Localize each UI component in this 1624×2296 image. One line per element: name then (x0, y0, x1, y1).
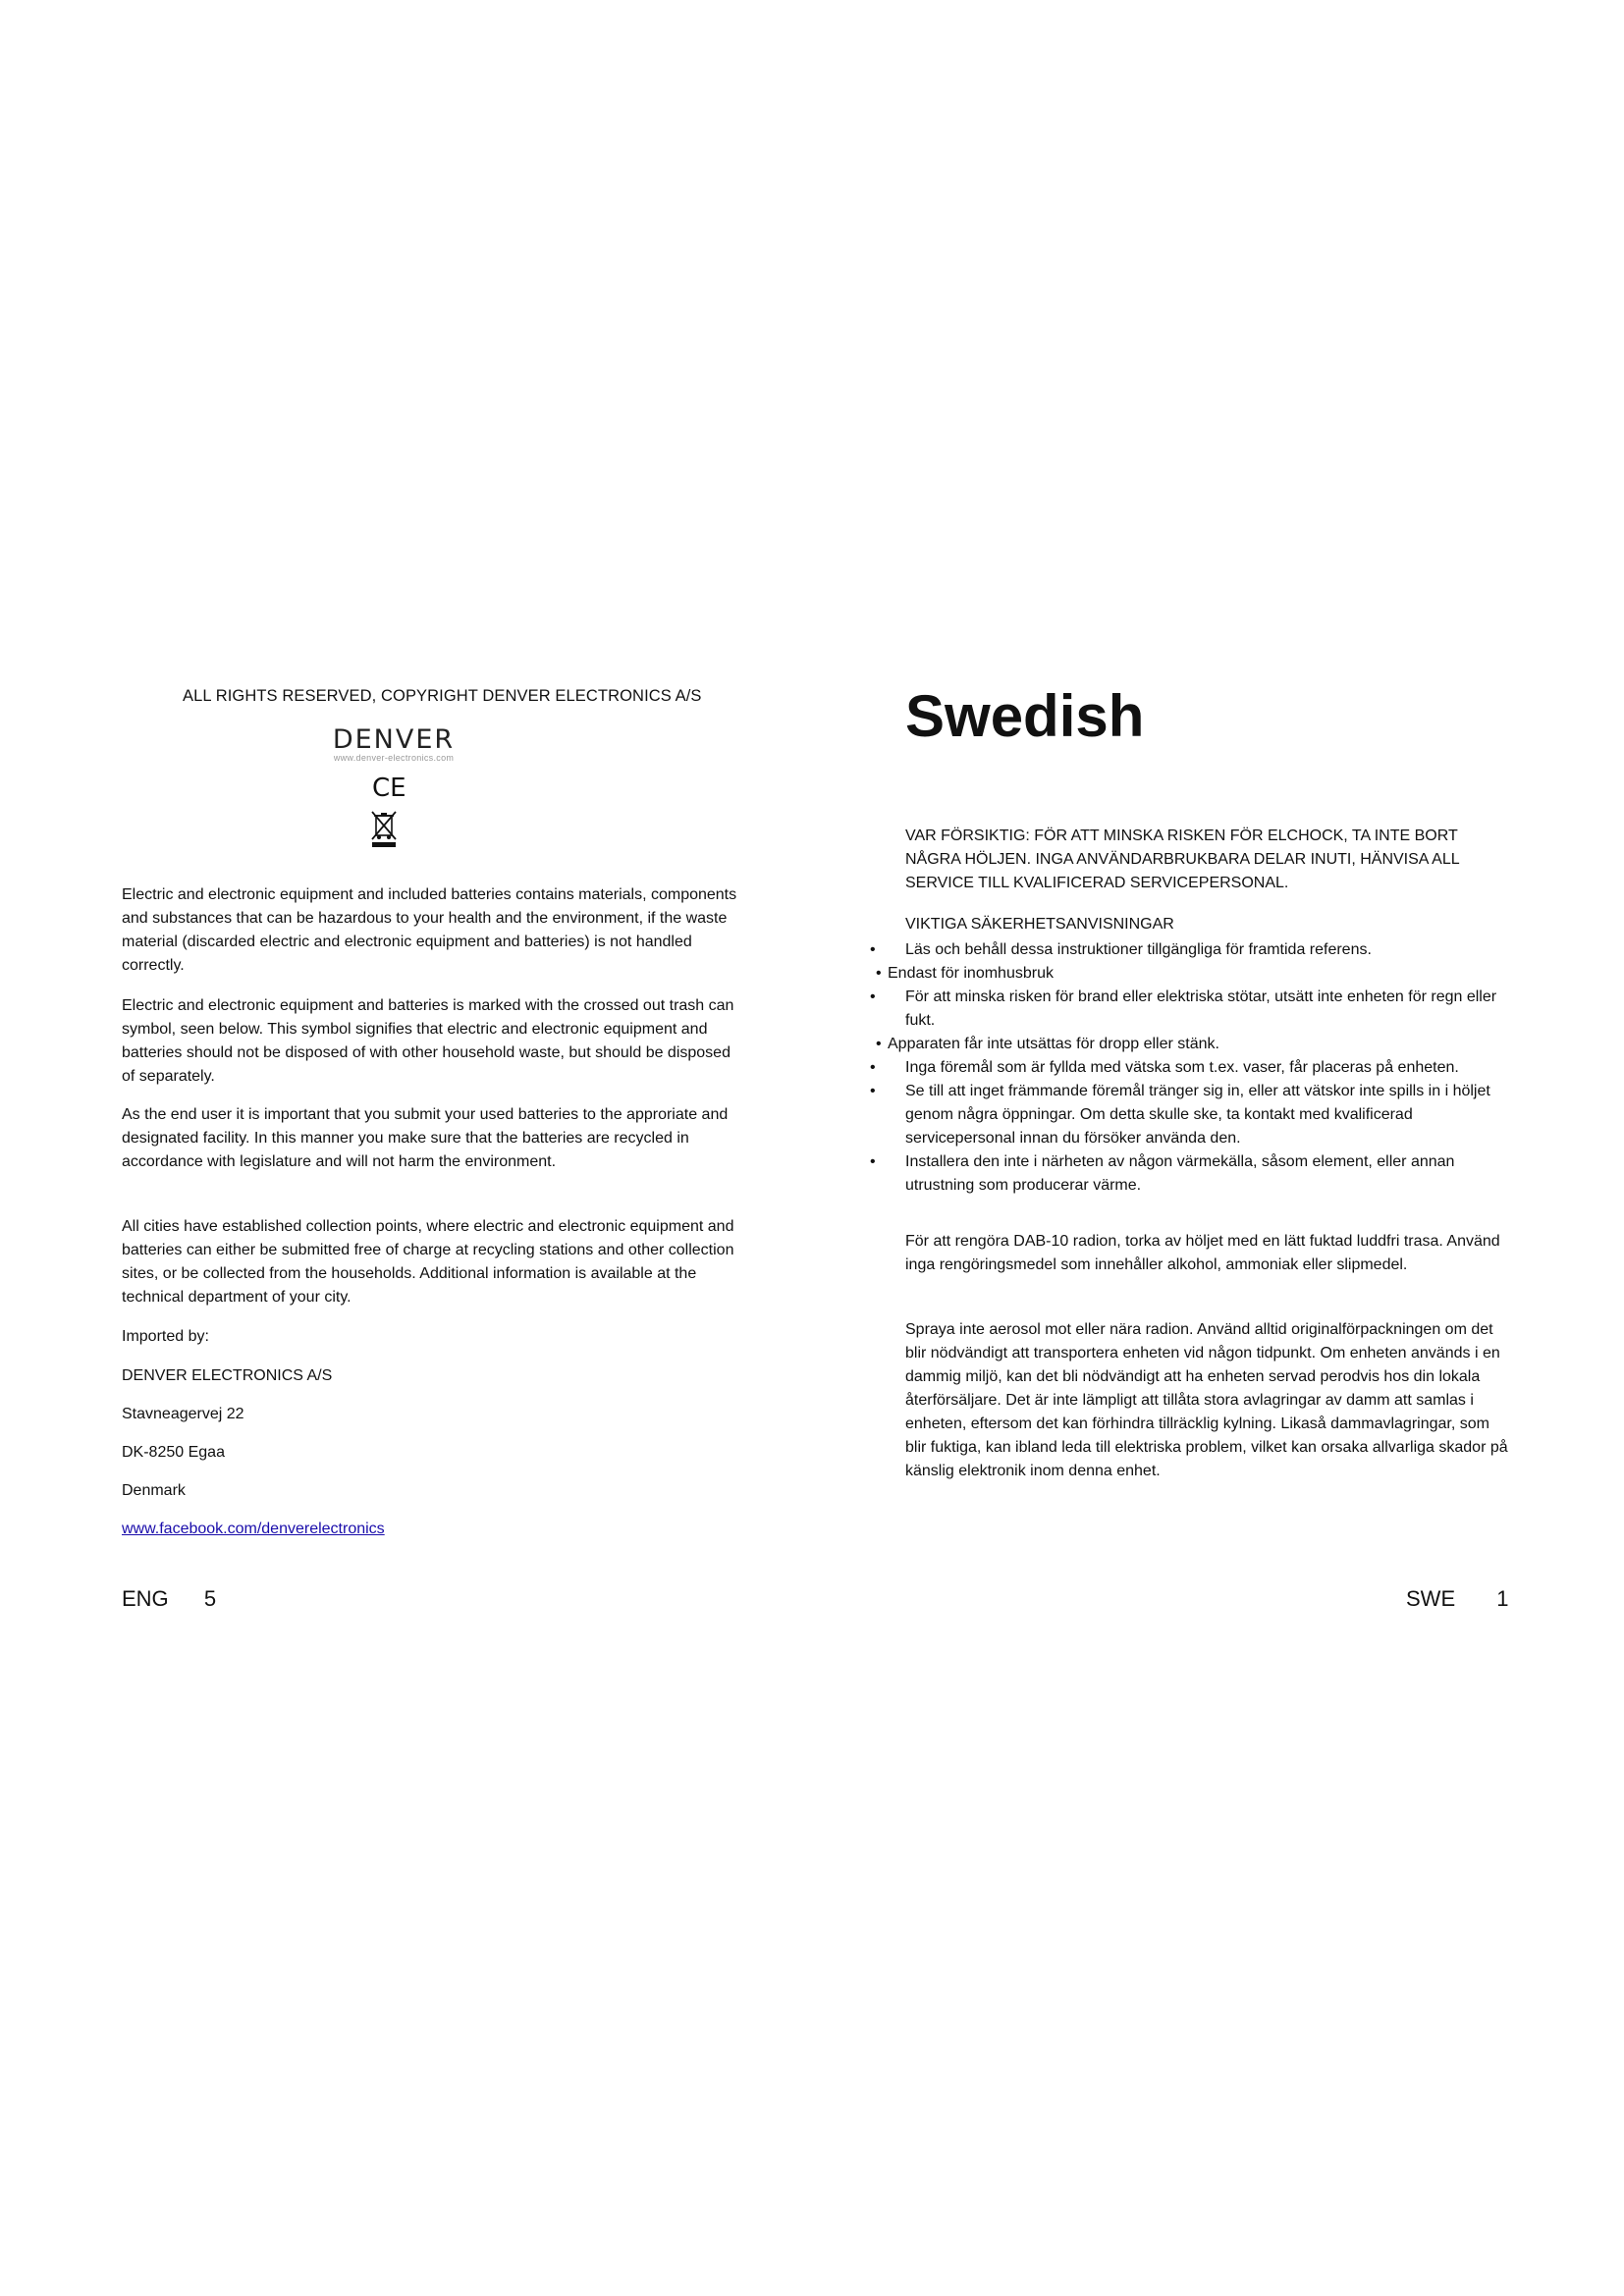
copyright-notice: ALL RIGHTS RESERVED, COPYRIGHT DENVER ELECTRONICS A/S (183, 687, 702, 705)
footer-language: SWE (1406, 1586, 1456, 1611)
list-item: • Endast för inomhusbruk (876, 965, 1054, 982)
shock-warning: VAR FÖRSIKTIG: FÖR ATT MINSKA RISKEN FÖR ELCHOCK, TA INTE BORT NÅGRA HÖLJEN. INGA ANVÄNDARBRUKBARA DELAR INUTI, HÄNVISA ALL SERVICE TILL KVALIFICERAD SERVICEPERSONAL. (905, 828, 1460, 891)
list-item: • Installera den inte i närheten av någon värmekälla, såsom element, eller annan utrustning som producerar värme. (870, 1153, 1455, 1194)
denver-logo (315, 724, 472, 763)
disposal-paragraph-4: All cities have established collection points, where electric and electronic equipment and batteries can either be submitted free of charge at recycling stations and other collection sites, or be collected from the households. Additional information is available at the technical department of your city. (122, 1218, 734, 1306)
imported-by: Imported by: (122, 1328, 209, 1345)
crossed-out-bin-icon (371, 811, 397, 848)
importer-city: DK-8250 Egaa (122, 1444, 225, 1461)
importer-country: Denmark (122, 1482, 186, 1499)
disposal-paragraph-3: As the end user it is important that you submit your used batteries to the approriate and designated facility. In this manner you make sure that the batteries are recycled in accordance with legislature and will not harm the environment. (122, 1106, 729, 1170)
ce-mark-icon: CE (372, 774, 406, 803)
footer-page-number: 1 (1496, 1586, 1509, 1611)
disposal-paragraph-2: Electric and electronic equipment and batteries is marked with the crossed out trash can symbol, seen below. This symbol signifies that electric and electronic equipment and batteries should not be disposed of with other household waste, but should be disposed of separately. (122, 997, 734, 1085)
list-item: • För att minska risken för brand eller elektriska stötar, utsätt inte enheten för regn eller fukt. (870, 988, 1497, 1029)
page-title: Swedish (905, 683, 1145, 749)
list-item: • Apparaten får inte utsättas för dropp eller stänk. (876, 1036, 1219, 1052)
importer-company: DENVER ELECTRONICS A/S (122, 1367, 333, 1384)
disposal-paragraph-1: Electric and electronic equipment and included batteries contains materials, components and substances that can be hazardous to your health and the environment, if the waste material (discarded electric and electronic equipment and batteries) is not handled correctly. (122, 886, 737, 974)
importer-street: Stavneagervej 22 (122, 1406, 244, 1422)
cleaning-paragraph: För att rengöra DAB-10 radion, torka av höljet med en lätt fuktad luddfri trasa. Använd inga rengöringsmedel som innehåller alkohol, ammoniak eller slipmedel. (905, 1233, 1500, 1273)
list-item: • Se till att inget främmande föremål tränger sig in, eller att vätskor inte spills in i höljet genom några öppningar. Om detta skulle ske, ta kontakt med kvalificerad servicepersonal innan du försöker använda den. (870, 1083, 1490, 1147)
logo-url: www.denver-electronics.com (333, 753, 455, 763)
footer-language: ENG (122, 1586, 169, 1611)
footer-left (122, 1586, 216, 1612)
safety-heading: VIKTIGA SÄKERHETSANVISNINGAR (905, 916, 1174, 933)
list-item: • Läs och behåll dessa instruktioner tillgängliga för framtida referens. (870, 941, 1372, 958)
facebook-link[interactable]: www.facebook.com/denverelectronics (122, 1521, 385, 1537)
logo-wordmark: DENVER (332, 724, 456, 755)
facebook-link-row (122, 1518, 740, 1541)
safety-list (870, 938, 1512, 1198)
list-item: • Inga föremål som är fyllda med vätska som t.ex. vaser, får placeras på enheten. (870, 1059, 1459, 1076)
footer-right (1406, 1586, 1509, 1612)
spray-paragraph: Spraya inte aerosol mot eller nära radion. Använd alltid originalförpackningen om det blir nödvändigt att transportera enheten vid någon tidpunkt. Om enheten används i en dammig miljö, kan det bli nödvändigt att ha enheten servad perodvis hos din lokala återförsäljare. Det är inte lämpligt att tillåta stora avlagringar av damm att samlas i enheten, eftersom det kan förhindra tillräcklig kylning. Likaså dammavlagringar, som blir fuktiga, kan ibland leda till elektriska problem, vilket kan orsaka allvarliga skador på känslig elektronik inom denna enhet. (905, 1321, 1508, 1479)
footer-page-number: 5 (203, 1586, 217, 1611)
